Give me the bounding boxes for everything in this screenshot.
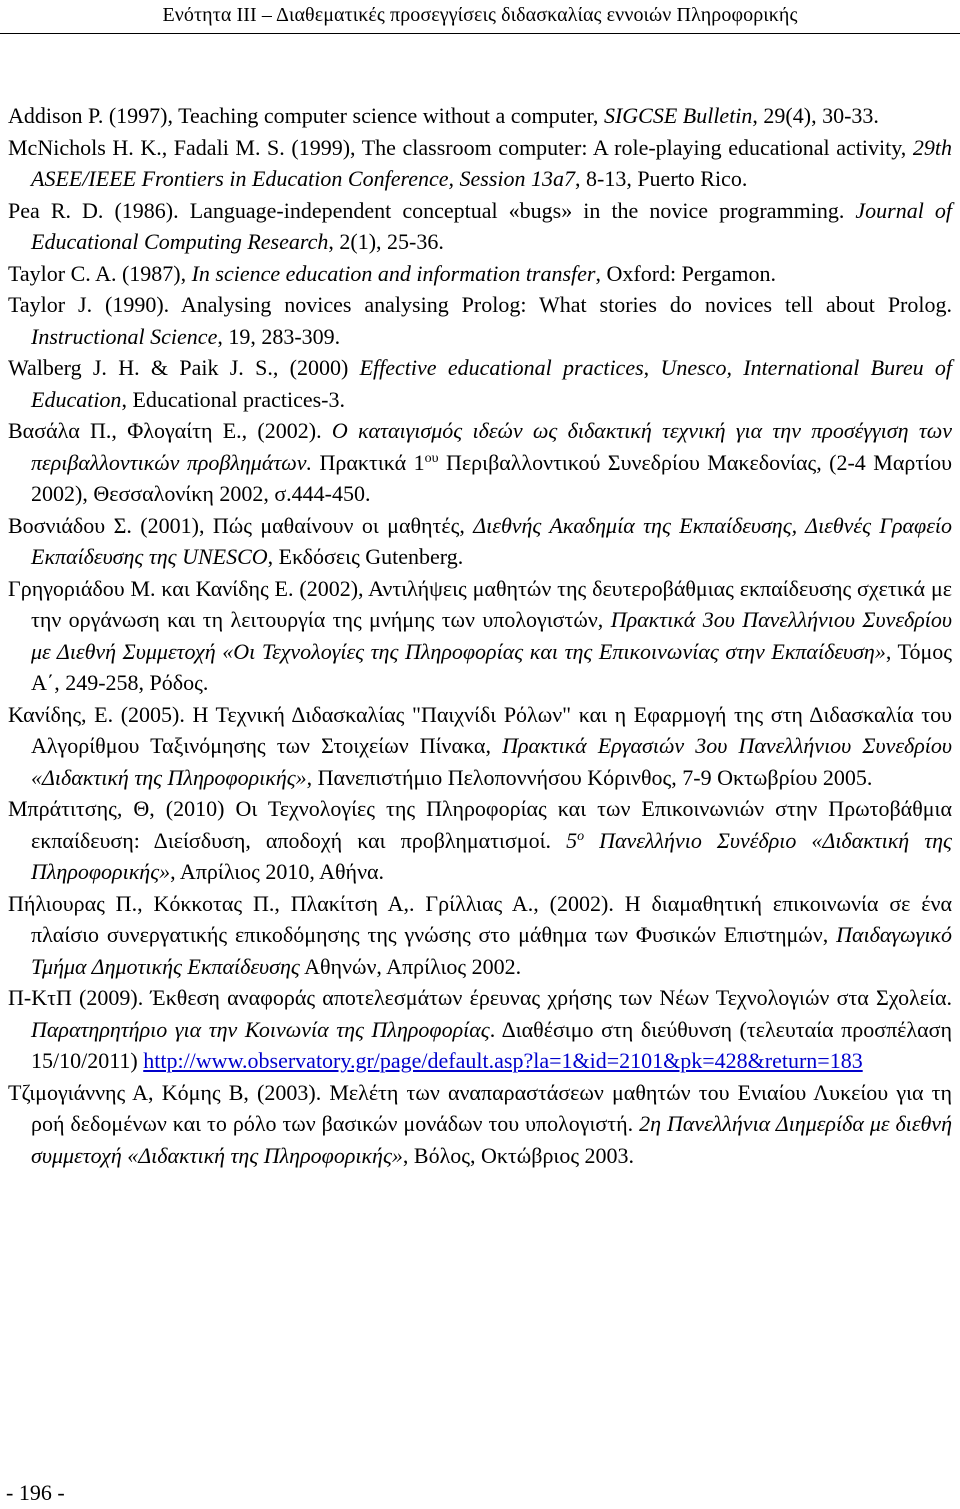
reference-text: , Εκδόσεις Gutenberg. xyxy=(267,544,464,569)
reference-text: Addison P. (1997), Teaching computer science without a computer, xyxy=(8,103,604,128)
superscript-text: ο xyxy=(577,828,585,844)
reference-entry xyxy=(8,510,952,573)
reference-text: , 19, 283-309. xyxy=(217,323,341,349)
reference-text: Taylor J. (1990). Analysing novices analysing Prolog: What stories do novices tell about Prolog. xyxy=(8,292,952,317)
reference-text: , Βόλος, Οκτώβριος 2003. xyxy=(402,1142,635,1168)
reference-list xyxy=(8,100,952,1171)
italic-title-text: Πανελλήνιο Συνέδριο «Διδακτική της Πληροφορικής» xyxy=(31,827,952,884)
reference-entry xyxy=(8,982,952,1077)
italic-title-text: Παρατηρητήριο για την Κοινωνία της Πληροφορίας xyxy=(31,1016,490,1042)
reference-text: Κανίδης, Ε. (2005). Η Τεχνική Διδασκαλίας "Παιχνίδι Ρόλων" και η Εφαρμογή της στη Διδασκαλία του Αλγορίθμου Ταξινόμησης των Στοιχείων Πίνακα, xyxy=(8,701,952,758)
italic-title-text: Ο καταιγισμός ιδεών ως διδακτική τεχνική για την προσέγγιση των περιβαλλοντικών προβλημάτων. xyxy=(31,418,952,475)
reference-text: Γρηγοριάδου Μ. και Κανίδης Ε. (2002), Αντιλήψεις μαθητών της δευτεροβάθμιας εκπαίδευσης σχετικά με την οργάνωση και τη λειτουργία της μνήμης των υπολογιστών, xyxy=(8,575,952,632)
italic-title-text: Διεθνής Ακαδημία της Εκπαίδευσης, Διεθνές Γραφείο Εκπαίδευσης της UNESCO xyxy=(31,512,953,569)
reference-text: Μπράτιτσης, Θ, (2010) Οι Τεχνολογίες της Πληροφορίας και των Επικοινωνιών στην Πρωτοβάθμια εκπαίδευση: Διείσδυση, αποδοχή και προβληματισμοί. xyxy=(8,796,952,853)
reference-link[interactable]: http://www.observatory.gr/page/default.asp?la=1&id=2101&pk=428&return=183 xyxy=(143,1048,863,1073)
reference-text: , Oxford: Pergamon. xyxy=(595,260,776,286)
italic-title-text: Effective educational practices xyxy=(359,355,644,380)
reference-text: Τζιμογιάννης Α, Κόμης Β, (2003). Μελέτη των αναπαραστάσεων μαθητών του Ενιαίου Λυκείου για τη ροή δεδομένων και το ρόλο των βασικών μονάδων του υπολογιστή. xyxy=(8,1079,952,1136)
reference-entry xyxy=(8,888,952,983)
reference-text: Π-ΚτΠ (2009). Έκθεση αναφοράς αποτελεσμάτων έρευνας χρήσης των Νέων Τεχνολογιών στα Σχολεία. xyxy=(8,985,952,1010)
reference-text: Pea R. D. (1986). Language-independent conceptual «bugs» in the novice programming. xyxy=(8,197,856,223)
reference-text: Βασάλα Π., Φλογαίτη Ε., (2002). xyxy=(8,418,332,443)
reference-entry xyxy=(8,100,952,132)
italic-title-text: Πρακτικά Εργασιών 3ου Πανελλήνιου Συνεδρίου «Διδακτική της Πληροφορικής» xyxy=(31,733,952,790)
reference-text: Βοσνιάδου Σ. (2001), Πώς μαθαίνουν οι μαθητές, xyxy=(8,512,474,538)
italic-title-text: 29th ASEE/IEEE Frontiers in Education Conference, Session 13a7 xyxy=(31,134,952,191)
superscript-text: ου xyxy=(424,450,439,466)
reference-text: Πρακτικά 1 xyxy=(312,449,425,475)
reference-entry xyxy=(8,1077,952,1172)
italic-title-text: Journal of Educational Computing Research xyxy=(31,197,952,254)
reference-entry xyxy=(8,195,952,258)
reference-text: , 8-13, Puerto Rico. xyxy=(575,166,748,191)
reference-text: Taylor C. A. (1987), xyxy=(8,260,192,286)
reference-text: , Educational practices-3. xyxy=(121,386,346,412)
reference-text: Περιβαλλοντικού Συνεδρίου Μακεδονίας, (2-4 Μαρτίου 2002), Θεσσαλονίκη 2002, σ.444-450. xyxy=(31,449,952,506)
reference-text: , Πανεπιστήμιο Πελοποννήσου Κόρινθος, 7-9 Οκτωβρίου 2005. xyxy=(306,764,873,790)
reference-entry xyxy=(8,132,952,195)
reference-entry xyxy=(8,793,952,888)
italic-title-text: In science education and information transfer xyxy=(191,260,596,286)
page-number: - 196 - xyxy=(6,1480,65,1505)
reference-text: McNichols H. K., Fadali M. S. (1999), The classroom computer: A role-playing educational activity, xyxy=(8,134,913,160)
reference-entry xyxy=(8,699,952,794)
italic-title-text: 2η Πανελλήνια Διημερίδα με διεθνή συμμετοχή «Διδακτική της Πληροφορικής» xyxy=(31,1111,952,1168)
italic-title-text: Instructional Science xyxy=(31,323,218,349)
italic-title-text: Παιδαγωγικό Τμήμα Δημοτικής Εκπαίδευσης xyxy=(31,922,952,979)
reference-text: Αθηνών, Απρίλιος 2002. xyxy=(299,953,522,979)
reference-text: . Διαθέσιμο στη διεύθυνση (τελευταία προσπέλαση 15/10/2011) xyxy=(31,1016,952,1073)
reference-entry xyxy=(8,258,952,290)
reference-text: , Απρίλιος 2010, Αθήνα. xyxy=(170,859,385,884)
reference-entry xyxy=(8,352,952,415)
italic-title-text: 5 xyxy=(566,827,578,853)
reference-entry xyxy=(8,289,952,352)
reference-text: , Τόμος Α΄, 249-258, Ρόδος. xyxy=(31,638,952,695)
reference-text: , 29(4), 30-33. xyxy=(752,103,879,128)
reference-text: , 2(1), 25-36. xyxy=(328,229,444,254)
reference-text: Walberg J. H. & Paik J. S., (2000) xyxy=(8,355,360,380)
italic-title-text: Unesco, International Bureu of Education xyxy=(31,355,953,412)
italic-title-text: Πρακτικά 3ου Πανελλήνιου Συνεδρίου με Διεθνή Συμμετοχή «Οι Τεχνολογίες της Πληροφορίας και της Επικοινωνίας στην Εκπαίδευση» xyxy=(31,607,953,664)
italic-title-text: SIGCSE Bulletin xyxy=(603,103,753,128)
reference-text: , xyxy=(643,355,661,380)
reference-entry xyxy=(8,415,952,510)
reference-text: Πήλιουρας Π., Κόκκοτας Π., Πλακίτση Α,. Γρίλλιας Α., (2002). Η διαμαθητική επικοινωνία σε ένα πλαίσιο συνεργατικής επικοδόμησης της γνώσης στο μάθημα των Φυσικών Επιστημών, xyxy=(8,890,952,947)
reference-entry xyxy=(8,573,952,699)
running-header: Ενότητα ΙΙΙ – Διαθεματικές προσεγγίσεις διδασκαλίας εννοιών Πληροφορικής xyxy=(0,0,960,34)
